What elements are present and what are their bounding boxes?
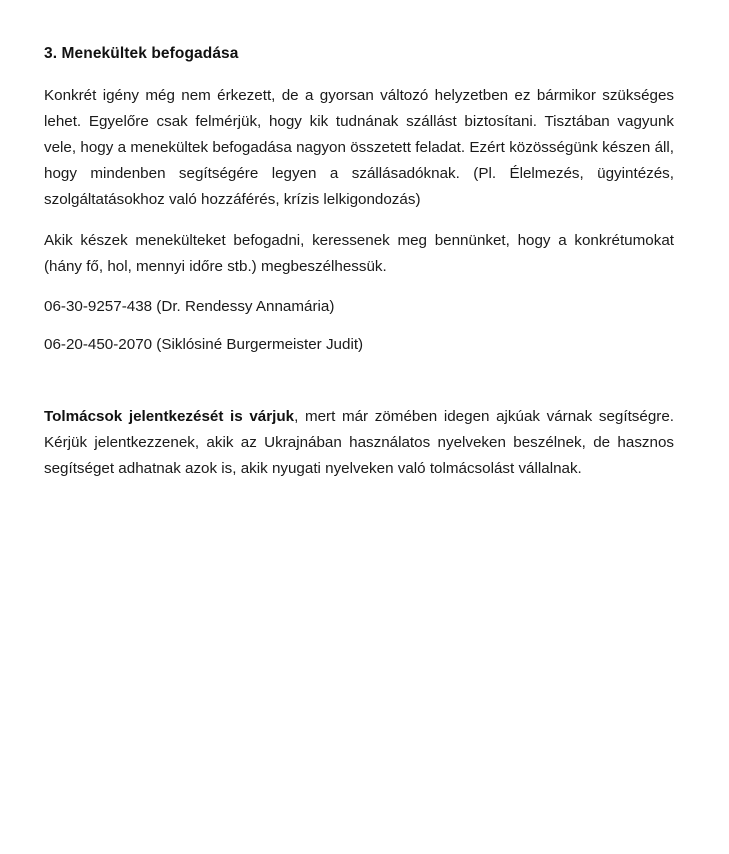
paragraph-contact-request: Akik készek menekülteket befogadni, keressenek meg bennünket, hogy a konkrétumokat (hány fő, hol, mennyi időre stb.) megbeszélhessük. [44, 231, 674, 275]
contact-phone-1: 06-30-9257-438 (Dr. Rendessy Annamária) [44, 297, 335, 315]
paragraph-spacer [44, 370, 674, 404]
paragraph-refugee-reception: Konkrét igény még nem érkezett, de a gyorsan változó helyzetben ez bármikor szükséges lehet. Egyelőre csak felmérjük, hogy kik tudnának szállást biztosítani. Tisztában vagyunk vele, hogy a menekültek befogadása nagyon összetett feladat. Ezért közösségünk készen áll, hogy mindenben segítségére legyen a szállásadóknak. (Pl. Élelmezés, ügyintézés, szolgáltatásokhoz való hozzáférés, krízis lelkigondozás) [44, 86, 674, 209]
interpreters-call-lead: Tolmácsok jelentkezését is várjuk [44, 407, 295, 425]
section-heading: 3. Menekültek befogadása [44, 45, 239, 62]
paragraph-interpreters [44, 404, 674, 482]
contact-phone-2: 06-20-450-2070 (Siklósiné Burgermeister Judit) [44, 335, 364, 353]
interpreters-call-rest: , mert már zömében idegen ajkúak várnak segítségre. Kérjük jelentkezzenek, akik az Ukrajnában használatos nyelveken beszélnek, de hasznos segítséget adhatnak azok is, akik nyugati nyelveken való tolmácsolást vállalnak. [44, 407, 674, 477]
document-body [44, 44, 674, 482]
